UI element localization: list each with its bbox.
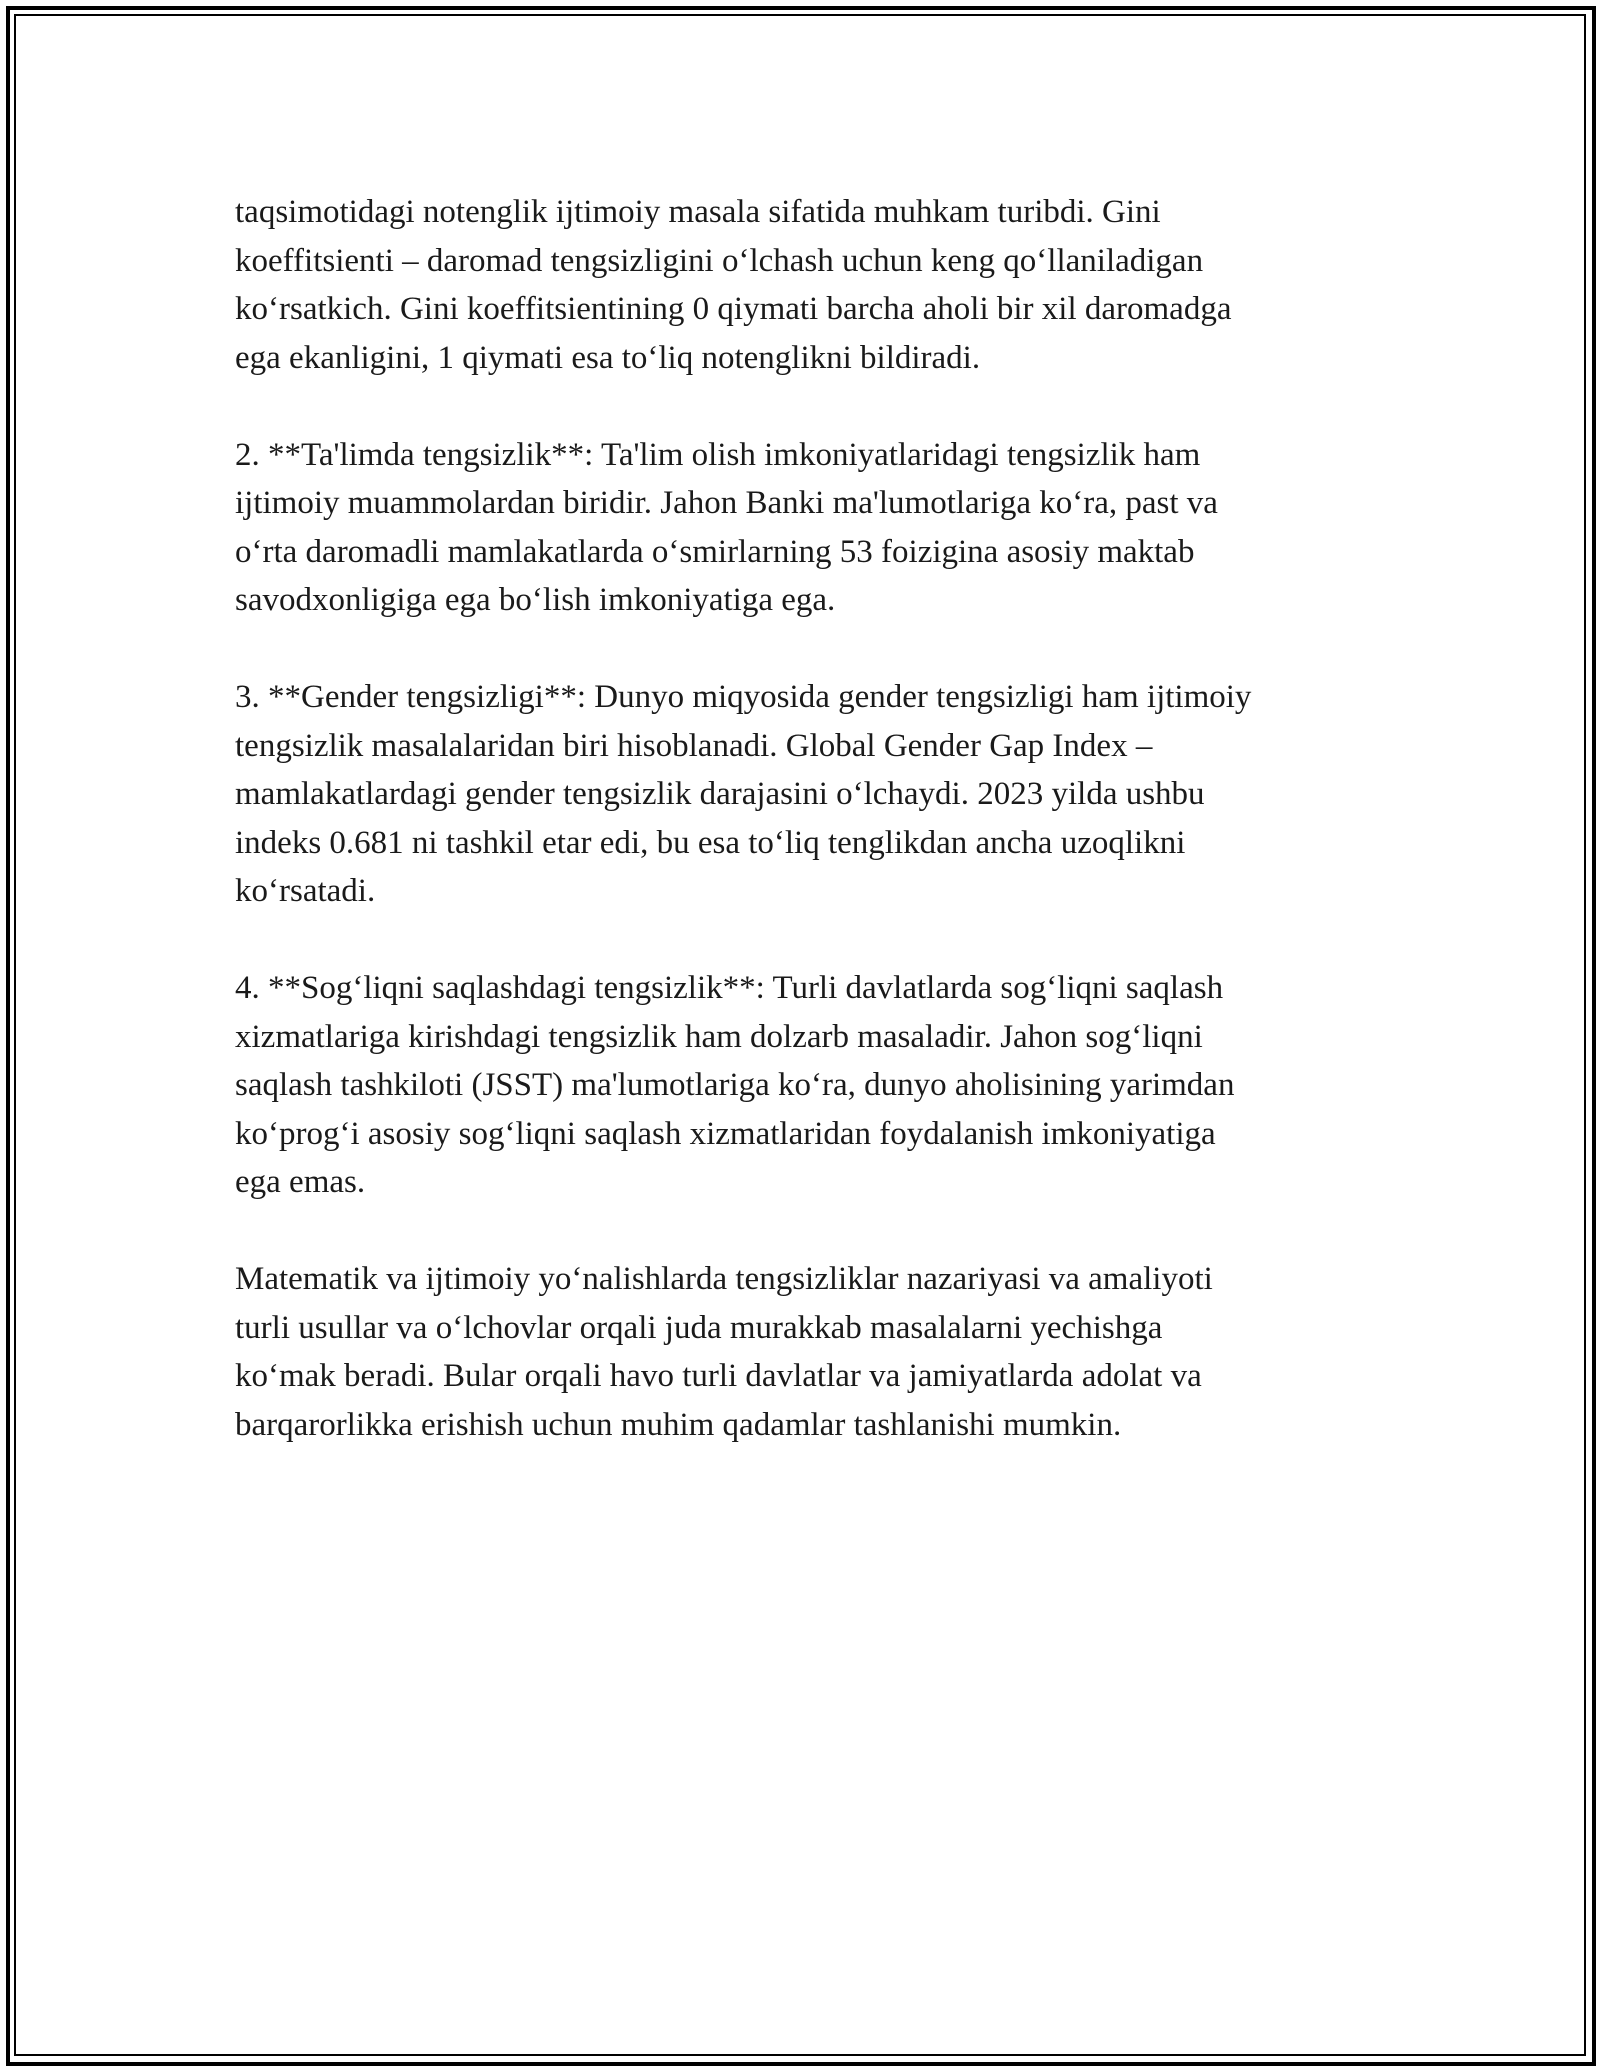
paragraph-conclusion: Matematik va ijtimoiy yo‘nalishlarda tengsizliklar nazariyasi va amaliyoti turli usullar va o‘lchovlar orqali juda murakkab masalalarni yechishga ko‘mak beradi. Bular orqali havo turli davlatlar va jamiyatlarda adolat va barqarorlikka erishish uchun muhim qadamlar tashlanishi mumkin.	[235, 1261, 1213, 1443]
paragraph-income-inequality: taqsimotidagi notenglik ijtimoiy masala sifatida muhkam turibdi. Gini koeffitsienti – daromad tengsizligini o‘lchash uchun keng qo‘llaniladigan ko‘rsatkich. Gini koeffitsientining 0 qiymati barcha aholi bir xil daromadga ega ekanligini, 1 qiymati esa to‘liq notenglikni bildiradi.	[235, 194, 1232, 376]
paragraph-health-inequality: 4. **Sog‘liqni saqlashdagi tengsizlik**: Turli davlatlarda sog‘liqni saqlash xizmatlariga kirishdagi tengsizlik ham dolzarb masaladir. Jahon sog‘liqni saqlash tashkiloti (JSST) ma'lumotlariga ko‘ra, dunyo aholisining yarimdan ko‘prog‘i asosiy sog‘liqni saqlash xizmatlaridan foydalanish imkoniyatiga ega emas.	[235, 970, 1235, 1200]
document-body	[235, 188, 1385, 1498]
paragraph-gender-inequality: 3. **Gender tengsizligi**: Dunyo miqyosida gender tengsizligi ham ijtimoiy tengsizlik masalalaridan biri hisoblanadi. Global Gender Gap Index – mamlakatlardagi gender tengsizlik darajasini o‘lchaydi. 2023 yilda ushbu indeks 0.681 ni tashkil etar edi, bu esa to‘liq tenglikdan ancha uzoqlikni ko‘rsatadi.	[235, 679, 1252, 909]
paragraph-education-inequality: 2. **Ta'limda tengsizlik**: Ta'lim olish imkoniyatlaridagi tengsizlik ham ijtimoiy muammolardan biridir. Jahon Banki ma'lumotlariga ko‘ra, past va o‘rta daromadli mamlakatlarda o‘smirlarning 53 foizigina asosiy maktab savodxonligiga ega bo‘lish imkoniyatiga ega.	[235, 436, 1218, 618]
